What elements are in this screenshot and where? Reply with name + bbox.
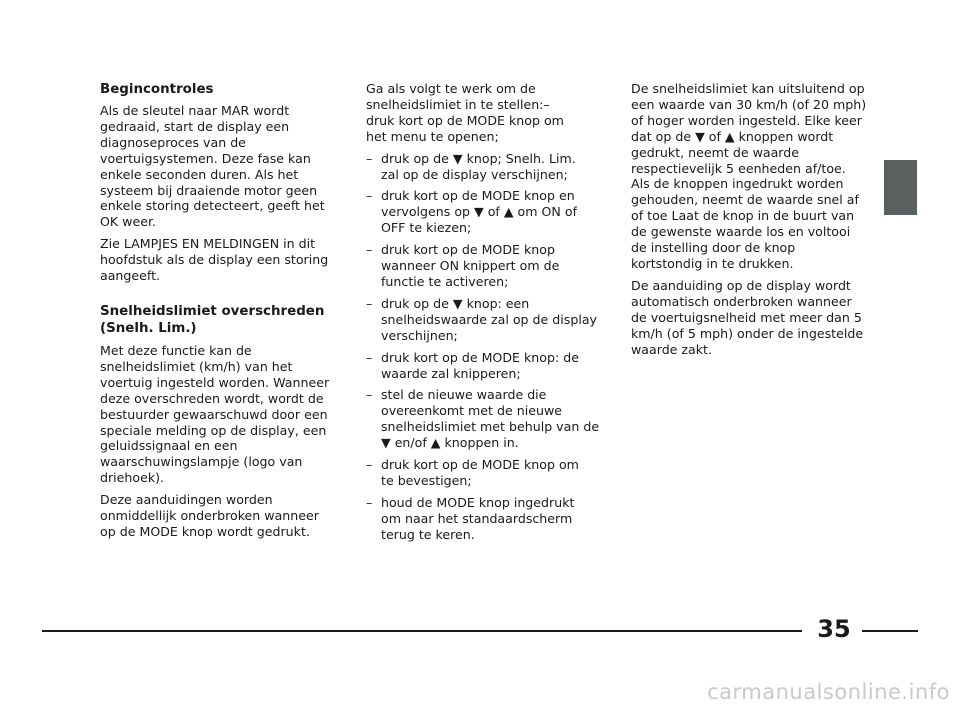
dash-bullet: – <box>366 150 373 166</box>
list-item-text: druk kort op de MODE knop en vervolgens op ▼ of ▲ om ON of OFF te kiezen; <box>381 188 577 236</box>
intro-paragraph: Ga als volgt te werk om de snelheidslimiet in te stellen:– druk kort op de MODE knop om het menu te openen; <box>366 81 564 144</box>
dash-bullet: – <box>366 387 373 403</box>
footer-rule-left <box>42 630 802 632</box>
column-left <box>100 81 340 546</box>
paragraph: De aanduiding op de display wordt automatisch onderbroken wanneer de voertuigsnelheid met meer dan 5 km/h (of 5 mph) onder de ingestelde waarde zakt. <box>631 277 864 357</box>
paragraph: Als de sleutel naar MAR wordt gedraaid, start de display een diagnoseproces van de voertuigsystemen. Deze fase kan enkele seconden duren. Als het systeem bij draaiende motor geen enkele storing detecteert, geeft het OK weer. <box>100 103 325 230</box>
list-item-text: houd de MODE knop ingedrukt om naar het standaardscherm terug te keren. <box>381 494 575 542</box>
list-item <box>366 457 606 489</box>
column-right <box>631 81 871 363</box>
heading-snelheidslimiet: Snelheidslimiet overschreden (Snelh. Lim.) <box>100 303 325 336</box>
chapter-tab-marker <box>884 160 917 215</box>
list-item-text: druk kort op de MODE knop om te bevestigen; <box>381 457 579 488</box>
list-item-text: druk op de ▼ knop; Snelh. Lim. zal op de display verschijnen; <box>381 150 576 182</box>
paragraph: Deze aanduidingen worden onmiddellijk onderbroken wanneer op de MODE knop wordt gedrukt. <box>100 492 319 539</box>
paragraph: Zie LAMPJES EN MELDINGEN in dit hoofdstuk als de display een storing aangeeft. <box>100 236 329 284</box>
dash-bullet: – <box>366 242 373 258</box>
heading-begincontroles: Begincontroles <box>100 82 214 97</box>
list-item <box>366 296 606 344</box>
list-item <box>366 242 606 290</box>
list-item <box>366 495 606 543</box>
list-item <box>366 188 606 236</box>
watermark: carmanualsonline.info <box>707 680 950 704</box>
dash-bullet: – <box>366 457 373 473</box>
dash-bullet: – <box>366 494 373 510</box>
dash-bullet: – <box>366 349 373 365</box>
list-item-text: druk kort op de MODE knop: de waarde zal knipperen; <box>381 349 579 381</box>
page-number: 35 <box>817 615 851 643</box>
list-item <box>366 387 606 451</box>
list-item <box>366 350 606 382</box>
paragraph: De snelheidslimiet kan uitsluitend op een waarde van 30 km/h (of 20 mph) of hoger worden ingesteld. Elke keer dat op de ▼ of ▲ knoppen wordt gedrukt, neemt de waarde respectievelijk 5 eenheden af/toe. Als de knoppen ingedrukt worden gehouden, neemt de waarde snel af of toe Laat de knop in de buurt van de gewenste waarde los en voltooi de instelling door de knop kortstondig in te drukken. <box>631 81 867 271</box>
dash-bullet: – <box>366 188 373 204</box>
column-middle <box>366 81 606 549</box>
list-item-text: druk kort op de MODE knop wanneer ON knippert om de functie te activeren; <box>381 242 560 289</box>
dash-bullet: – <box>366 295 373 311</box>
instruction-list <box>366 151 606 543</box>
list-item-text: druk op de ▼ knop: een snelheidswaarde zal op de display verschijnen; <box>381 295 598 343</box>
footer-rule-right <box>862 630 918 632</box>
paragraph: Met deze functie kan de snelheidslimiet (km/h) van het voertuig ingesteld worden. Wanneer deze overschreden wordt, wordt de bestuurder gewaarschuwd door een speciale melding op de display, een geluidssignaal en een waarschuwingslampje (logo van driehoek). <box>100 342 330 486</box>
list-item-text: stel de nieuwe waarde die overeenkomt met de nieuwe snelheidslimiet met behulp van de ▼ en/of ▲ knoppen in. <box>381 387 600 451</box>
list-item <box>366 151 606 183</box>
